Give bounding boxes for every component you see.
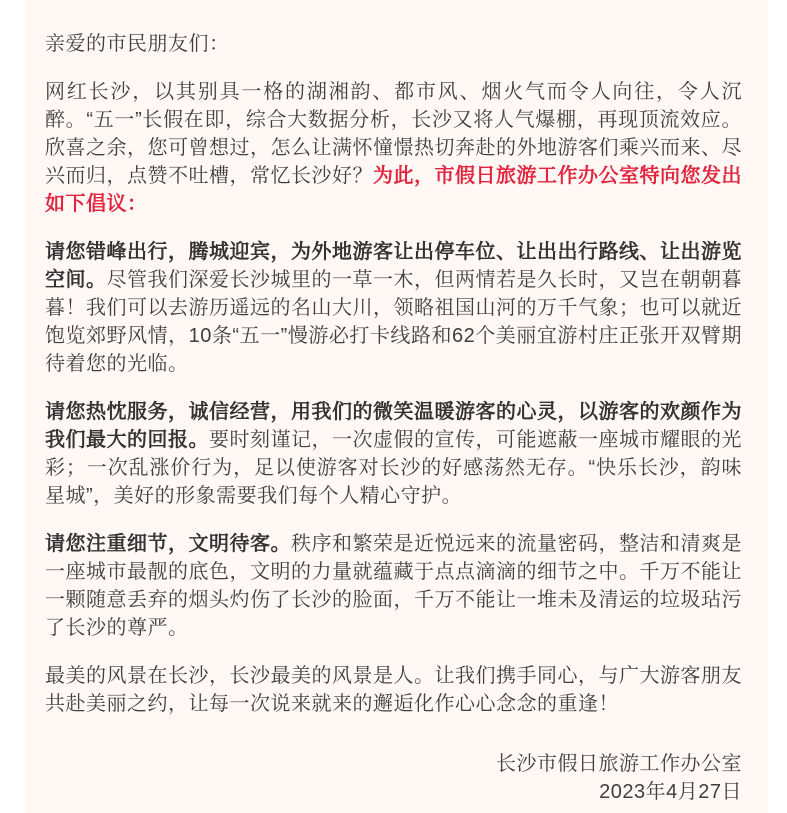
salutation xyxy=(45,30,742,58)
intro-paragraph xyxy=(45,78,742,218)
salutation-text: 亲爱的市民朋友们： xyxy=(45,33,230,55)
proposal-paragraph-2 xyxy=(45,398,742,510)
intro-text: 网红长沙，以其别具一格的湖湘韵、都市风、烟火气而令人向往，令人沉醉。“五一”长假在即，综合大数据分析，长沙又将人气爆棚，再现顶流效应。欣喜之余，您可曾想过，怎么让满怀憧憬热切奔赴的外地游客们乘兴而来、尽兴而归，点赞不吐槽，常忆长沙好？ xyxy=(45,81,742,187)
proposal-3-lead: 请您注重细节，文明待客。 xyxy=(45,533,291,555)
proposal-2-lead: 请您热忱服务，诚信经营，用我们的微笑温暖游客的心灵，以游客的欢颜作为我们最大的回报。 xyxy=(45,401,742,451)
signature-org-text: 长沙市假日旅游工作办公室 xyxy=(496,753,742,775)
signature-block xyxy=(45,750,742,806)
proposal-3-body: 秩序和繁荣是近悦远来的流量密码，整洁和清爽是一座城市最靓的底色，文明的力量就蕴藏于点点滴滴的细节之中。千万不能让一颗随意丢弃的烟头灼伤了长沙的脸面，千万不能让一堆未及清运的垃圾玷污了长沙的尊严。 xyxy=(45,533,742,639)
proposal-paragraph-3 xyxy=(45,530,742,642)
signature-date xyxy=(45,778,742,806)
proposal-1-body: 尽管我们深爱长沙城里的一草一木，但两情若是久长时，又岂在朝朝暮暮！我们可以去游历遥远的名山大川，领略祖国山河的万千气象；也可以就近饱览郊野风情，10条“五一”慢游必打卡线路和62个美丽宜游村庄正张开双臂期待着您的光临。 xyxy=(45,269,742,375)
proposal-2-body: 要时刻谨记，一次虚假的宣传，可能遮蔽一座城市耀眼的光彩；一次乱涨价行为，足以使游客对长沙的好感荡然无存。“快乐长沙，韵味星城”，美好的形象需要我们每个人精心守护。 xyxy=(45,429,742,507)
proposal-paragraph-1 xyxy=(45,238,742,378)
closing-text: 最美的风景在长沙，长沙最美的风景是人。让我们携手同心，与广大游客朋友共赴美丽之约，让每一次说来就来的邂逅化作心心念念的重逢！ xyxy=(45,665,742,715)
signature-date-text: 2023年4月27日 xyxy=(599,781,742,803)
signature-org xyxy=(45,750,742,778)
closing-paragraph xyxy=(45,662,742,718)
intro-call-to-action: 为此，市假日旅游工作办公室特向您发出如下倡议： xyxy=(45,165,742,215)
letter-content xyxy=(25,0,768,813)
proposal-1-lead: 请您错峰出行，腾城迎宾，为外地游客让出停车位、让出出行路线、让出游览空间。 xyxy=(45,241,742,291)
